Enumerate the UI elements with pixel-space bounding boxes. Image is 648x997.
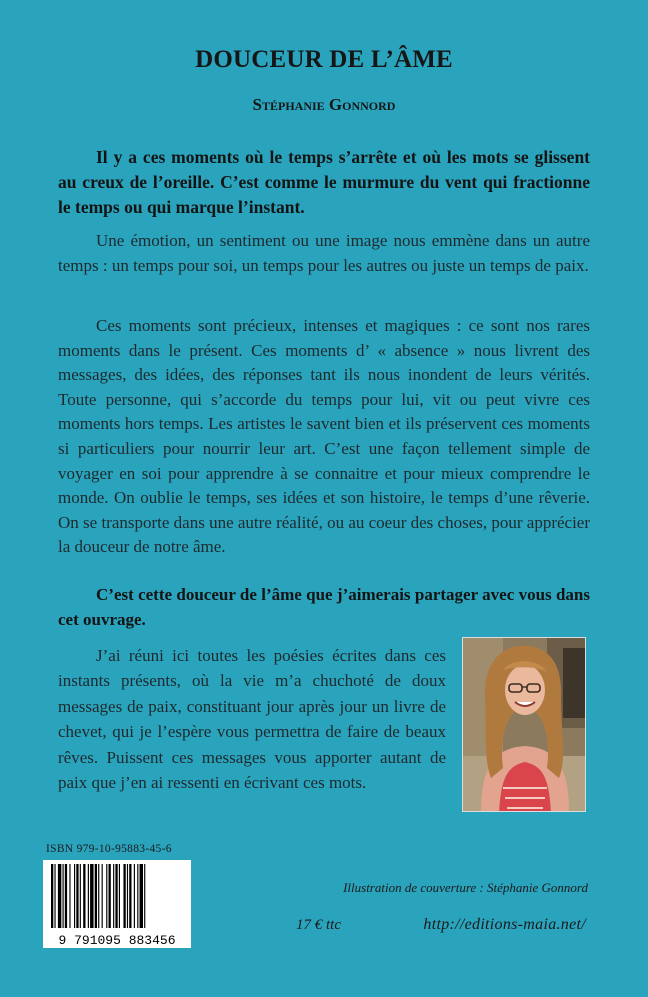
author-photo <box>462 637 586 812</box>
book-price: 17 € ttc <box>296 917 341 933</box>
body-paragraph-2: Ces moments sont précieux, intenses et magiques : ce sont nos rares moments dans le présent. Ces moments d’ « absence » nous livrent des messages, des idées, des réponses tant ils nous inondent de leurs vérités. Toute personne, qui s’accorde du temps pour lui, vit ou peut vivre ces moments hors temps. Les artistes le savent bien et ils préservent ces moments si particuliers pour nourrir leur art. C’est une façon tellement simple de voyager en soi pour apprendre à se connaitre et pour mieux comprendre le monde. On oublie le temps, ses idées et son histoire, le temps d’une rêverie. On se transporte dans une autre réalité, ou au coeur des choses, pour apprécier la douceur de notre âme. <box>58 316 590 557</box>
photo-paragraph: J’ai réuni ici toutes les poésies écrites dans ces instants présents, où la vie m’a chuchoté de doux messages de paix, constituant jour après jour un livre de chevet, qui je l’espère vous permettra de faire de beaux rêves. Puissent ces messages vous apporter autant de paix que j’en ai ressenti en écrivant ces mots. <box>58 646 446 793</box>
isbn-number: ISBN 979-10-95883-45-6 <box>46 843 172 855</box>
barcode-icon <box>43 860 191 948</box>
closing-paragraph: C’est cette douceur de l’âme que j’aimerais partager avec vous dans cet ouvrage. <box>58 585 590 629</box>
barcode-digits: 9 791095 883456 <box>58 933 176 948</box>
cover-illustration-credit: Illustration de couverture : Stéphanie Gonnord <box>343 880 588 895</box>
intro-paragraph: Il y a ces moments où le temps s’arrête et où les mots se glissent au creux de l’oreille. C’est comme le murmure du vent qui fractionne le temps ou qui marque l’instant. <box>58 147 590 217</box>
body-paragraph-1: Une émotion, un sentiment ou une image nous emmène dans un autre temps : un temps pour soi, un temps pour les autres ou juste un temps de paix. <box>58 231 590 275</box>
book-title: DOUCEUR DE L’ÂME <box>195 46 453 73</box>
publisher-link[interactable]: http://editions-maia.net/ <box>423 916 586 933</box>
author-name: Stéphanie Gonnord <box>252 95 396 114</box>
